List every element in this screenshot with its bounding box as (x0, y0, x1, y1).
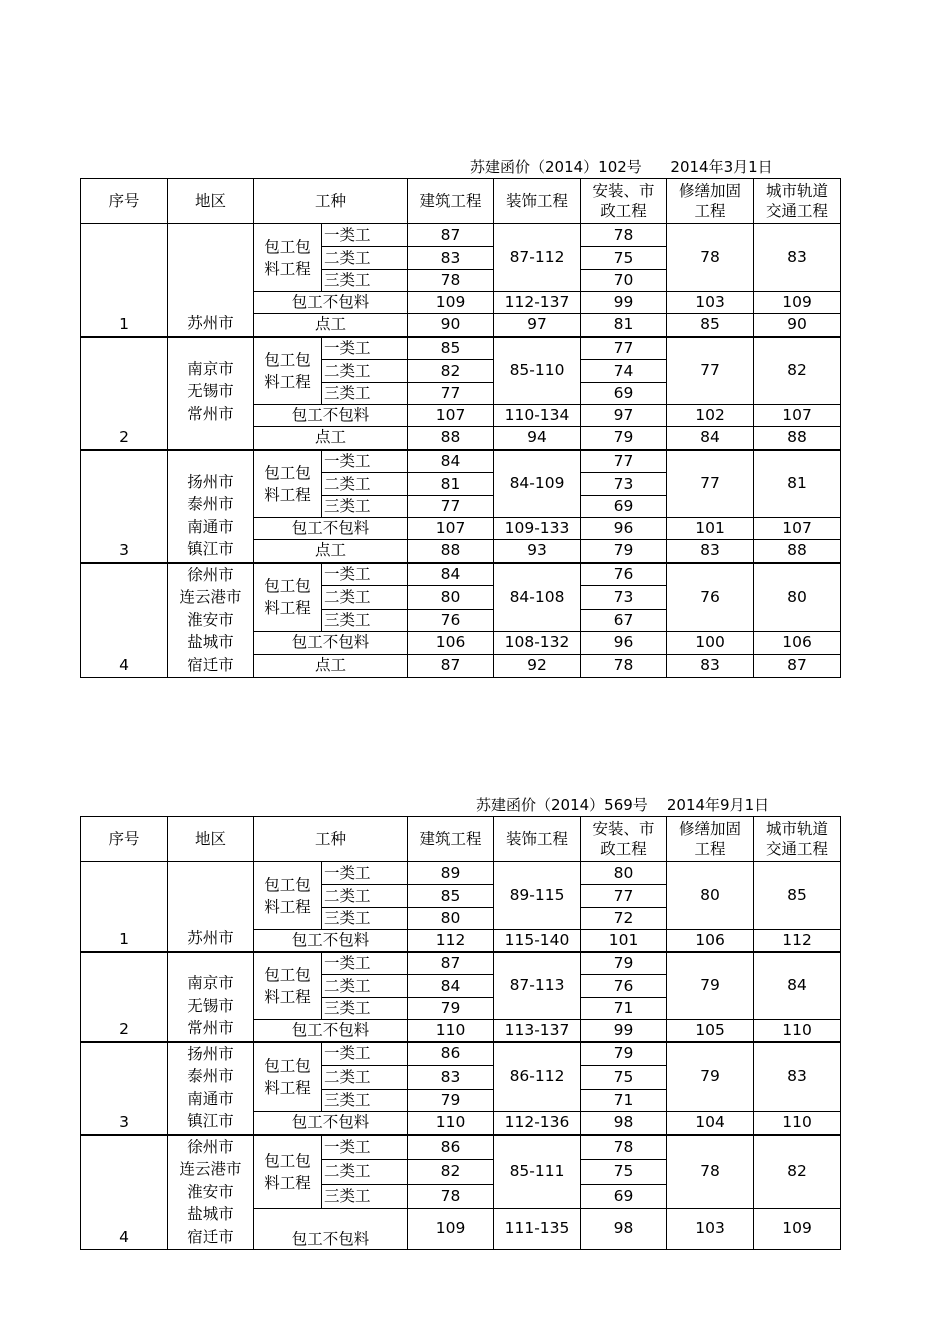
install-value: 69 (581, 383, 667, 405)
pkg-label: 包工包 料工程 (254, 952, 322, 1020)
install-value: 98 (581, 1208, 667, 1249)
building-value: 76 (408, 609, 494, 631)
pkg-label: 包工包 料工程 (254, 563, 322, 632)
labor-only-label: 包工不包料 (254, 632, 408, 654)
rail-value: 83 (754, 1042, 841, 1112)
building-value: 112 (408, 930, 494, 952)
header-work-type: 工种 (254, 817, 408, 862)
building-value: 109 (408, 1208, 494, 1249)
repair-value: 79 (667, 952, 754, 1020)
decoration-value: 87-113 (494, 952, 581, 1020)
building-value: 79 (408, 998, 494, 1020)
seq-cell: 4 (81, 1135, 168, 1250)
pkg-label: 包工包 料工程 (254, 337, 322, 405)
class-2-label: 二类工 (322, 1065, 408, 1089)
rail-value: 82 (754, 337, 841, 405)
rail-value: 110 (754, 1020, 841, 1042)
repair-value: 84 (667, 427, 754, 450)
building-value: 84 (408, 563, 494, 586)
repair-value: 83 (667, 540, 754, 563)
header-work-type: 工种 (254, 179, 408, 224)
install-value: 101 (581, 930, 667, 952)
header-building: 建筑工程 (408, 179, 494, 224)
table-row (81, 1042, 841, 1066)
labor-only-label: 包工不包料 (254, 1020, 408, 1042)
repair-value: 102 (667, 405, 754, 427)
decoration-value: 93 (494, 540, 581, 563)
install-value: 70 (581, 270, 667, 292)
class-3-label: 三类工 (322, 998, 408, 1020)
install-value: 79 (581, 1042, 667, 1066)
building-value: 89 (408, 862, 494, 885)
header-install: 安装、市 政工程 (581, 179, 667, 224)
seq-cell: 4 (81, 563, 168, 678)
table-row (81, 337, 841, 360)
class-1-label: 一类工 (322, 450, 408, 473)
header-building: 建筑工程 (408, 817, 494, 862)
repair-value: 103 (667, 292, 754, 314)
class-2-label: 二类工 (322, 586, 408, 609)
rail-value: 106 (754, 632, 841, 654)
building-value: 107 (408, 518, 494, 540)
repair-value: 80 (667, 862, 754, 930)
region-cell: 苏州市 (168, 862, 254, 952)
repair-value: 78 (667, 224, 754, 292)
install-value: 98 (581, 1112, 667, 1135)
point-work-label: 点工 (254, 427, 408, 450)
pkg-label: 包工包 料工程 (254, 1042, 322, 1112)
rail-value: 88 (754, 427, 841, 450)
decoration-value: 112-137 (494, 292, 581, 314)
building-value: 78 (408, 1184, 494, 1208)
header-row (81, 179, 841, 224)
decoration-value: 92 (494, 654, 581, 677)
header-repair: 修缮加固 工程 (667, 817, 754, 862)
repair-value: 79 (667, 1042, 754, 1112)
wage-table-2014-september (80, 816, 841, 1250)
class-1-label: 一类工 (322, 1042, 408, 1066)
labor-only-label: 包工不包料 (254, 292, 408, 314)
region-cell: 徐州市 连云港市 淮安市 盐城市 宿迁市 (168, 563, 254, 678)
class-3-label: 三类工 (322, 1089, 408, 1112)
pkg-label: 包工包 料工程 (254, 1135, 322, 1209)
table-1-caption: 苏建函价（2014）102号 2014年3月1日 (470, 158, 773, 176)
class-3-label: 三类工 (322, 383, 408, 405)
building-value: 81 (408, 473, 494, 496)
install-value: 75 (581, 1159, 667, 1184)
class-1-label: 一类工 (322, 862, 408, 885)
building-value: 83 (408, 247, 494, 270)
building-value: 85 (408, 337, 494, 360)
class-2-label: 二类工 (322, 247, 408, 270)
header-row (81, 817, 841, 862)
building-value: 80 (408, 586, 494, 609)
class-2-label: 二类工 (322, 360, 408, 383)
class-3-label: 三类工 (322, 908, 408, 930)
building-value: 107 (408, 405, 494, 427)
decoration-value: 108-132 (494, 632, 581, 654)
building-value: 80 (408, 908, 494, 930)
building-value: 82 (408, 360, 494, 383)
decoration-value: 89-115 (494, 862, 581, 930)
rail-value: 83 (754, 224, 841, 292)
header-region: 地区 (168, 817, 254, 862)
decoration-value: 84-109 (494, 450, 581, 518)
header-decoration: 装饰工程 (494, 817, 581, 862)
header-install: 安装、市 政工程 (581, 817, 667, 862)
labor-only-label: 包工不包料 (254, 518, 408, 540)
labor-only-label: 包工不包料 (254, 405, 408, 427)
labor-only-label: 包工不包料 (254, 930, 408, 952)
point-work-label: 点工 (254, 314, 408, 337)
building-value: 84 (408, 975, 494, 998)
repair-value: 78 (667, 1135, 754, 1209)
install-value: 79 (581, 540, 667, 563)
point-work-label: 点工 (254, 654, 408, 677)
decoration-value: 111-135 (494, 1208, 581, 1249)
region-cell: 苏州市 (168, 224, 254, 337)
building-value: 109 (408, 292, 494, 314)
labor-only-label: 包工不包料 (254, 1208, 408, 1249)
repair-value: 101 (667, 518, 754, 540)
building-value: 85 (408, 885, 494, 908)
decoration-value: 113-137 (494, 1020, 581, 1042)
class-3-label: 三类工 (322, 609, 408, 631)
install-value: 81 (581, 314, 667, 337)
install-value: 77 (581, 885, 667, 908)
building-value: 90 (408, 314, 494, 337)
point-work-label: 点工 (254, 540, 408, 563)
install-value: 69 (581, 496, 667, 518)
decoration-value: 110-134 (494, 405, 581, 427)
building-value: 88 (408, 540, 494, 563)
wage-table-2014-march (80, 178, 841, 678)
repair-value: 106 (667, 930, 754, 952)
building-value: 87 (408, 654, 494, 677)
repair-value: 83 (667, 654, 754, 677)
seq-cell: 1 (81, 862, 168, 952)
decoration-value: 85-110 (494, 337, 581, 405)
install-value: 99 (581, 1020, 667, 1042)
decoration-value: 112-136 (494, 1112, 581, 1135)
header-seq: 序号 (81, 817, 168, 862)
rail-value: 90 (754, 314, 841, 337)
building-value: 86 (408, 1042, 494, 1066)
header-decoration: 装饰工程 (494, 179, 581, 224)
rail-value: 110 (754, 1112, 841, 1135)
install-value: 73 (581, 586, 667, 609)
table-row (81, 450, 841, 473)
decoration-value: 86-112 (494, 1042, 581, 1112)
repair-value: 77 (667, 337, 754, 405)
building-value: 87 (408, 224, 494, 247)
pkg-label: 包工包 料工程 (254, 224, 322, 292)
seq-cell: 3 (81, 450, 168, 563)
region-cell: 扬州市 泰州市 南通市 镇江市 (168, 1042, 254, 1135)
region-cell: 扬州市 泰州市 南通市 镇江市 (168, 450, 254, 563)
rail-value: 87 (754, 654, 841, 677)
install-value: 67 (581, 609, 667, 631)
table-2-caption: 苏建函价（2014）569号 2014年9月1日 (476, 796, 770, 814)
rail-value: 109 (754, 1208, 841, 1249)
rail-value: 112 (754, 930, 841, 952)
install-value: 78 (581, 654, 667, 677)
class-2-label: 二类工 (322, 1159, 408, 1184)
building-value: 84 (408, 450, 494, 473)
rail-value: 107 (754, 405, 841, 427)
rail-value: 80 (754, 563, 841, 632)
class-2-label: 二类工 (322, 975, 408, 998)
class-3-label: 三类工 (322, 496, 408, 518)
class-1-label: 一类工 (322, 224, 408, 247)
install-value: 72 (581, 908, 667, 930)
table-row (81, 952, 841, 975)
repair-value: 103 (667, 1208, 754, 1249)
install-value: 73 (581, 473, 667, 496)
building-value: 77 (408, 383, 494, 405)
building-value: 87 (408, 952, 494, 975)
repair-value: 85 (667, 314, 754, 337)
class-1-label: 一类工 (322, 1135, 408, 1160)
repair-value: 100 (667, 632, 754, 654)
class-1-label: 一类工 (322, 337, 408, 360)
building-value: 79 (408, 1089, 494, 1112)
building-value: 106 (408, 632, 494, 654)
seq-cell: 1 (81, 224, 168, 337)
rail-value: 84 (754, 952, 841, 1020)
install-value: 75 (581, 1065, 667, 1089)
table-row (81, 862, 841, 885)
install-value: 79 (581, 427, 667, 450)
class-1-label: 一类工 (322, 563, 408, 586)
building-value: 110 (408, 1112, 494, 1135)
table-row (81, 1135, 841, 1160)
header-repair: 修缮加固 工程 (667, 179, 754, 224)
install-value: 71 (581, 998, 667, 1020)
class-2-label: 二类工 (322, 473, 408, 496)
install-value: 71 (581, 1089, 667, 1112)
install-value: 77 (581, 337, 667, 360)
decoration-value: 94 (494, 427, 581, 450)
rail-value: 88 (754, 540, 841, 563)
install-value: 76 (581, 975, 667, 998)
region-cell: 徐州市 连云港市 淮安市 盐城市 宿迁市 (168, 1135, 254, 1250)
building-value: 110 (408, 1020, 494, 1042)
decoration-value: 97 (494, 314, 581, 337)
class-2-label: 二类工 (322, 885, 408, 908)
class-1-label: 一类工 (322, 952, 408, 975)
header-rail: 城市轨道 交通工程 (754, 179, 841, 224)
decoration-value: 115-140 (494, 930, 581, 952)
building-value: 83 (408, 1065, 494, 1089)
building-value: 78 (408, 270, 494, 292)
table-row (81, 563, 841, 586)
rail-value: 82 (754, 1135, 841, 1209)
install-value: 79 (581, 952, 667, 975)
header-rail: 城市轨道 交通工程 (754, 817, 841, 862)
decoration-value: 87-112 (494, 224, 581, 292)
install-value: 96 (581, 518, 667, 540)
repair-value: 76 (667, 563, 754, 632)
region-cell: 南京市 无锡市 常州市 (168, 337, 254, 450)
install-value: 74 (581, 360, 667, 383)
seq-cell: 3 (81, 1042, 168, 1135)
seq-cell: 2 (81, 337, 168, 450)
seq-cell: 2 (81, 952, 168, 1042)
repair-value: 77 (667, 450, 754, 518)
rail-value: 109 (754, 292, 841, 314)
building-value: 86 (408, 1135, 494, 1160)
install-value: 96 (581, 632, 667, 654)
install-value: 80 (581, 862, 667, 885)
repair-value: 104 (667, 1112, 754, 1135)
rail-value: 107 (754, 518, 841, 540)
install-value: 69 (581, 1184, 667, 1208)
pkg-label: 包工包 料工程 (254, 450, 322, 518)
repair-value: 105 (667, 1020, 754, 1042)
building-value: 88 (408, 427, 494, 450)
install-value: 77 (581, 450, 667, 473)
install-value: 75 (581, 247, 667, 270)
rail-value: 81 (754, 450, 841, 518)
install-value: 78 (581, 1135, 667, 1160)
rail-value: 85 (754, 862, 841, 930)
building-value: 77 (408, 496, 494, 518)
class-3-label: 三类工 (322, 270, 408, 292)
header-region: 地区 (168, 179, 254, 224)
install-value: 99 (581, 292, 667, 314)
install-value: 78 (581, 224, 667, 247)
decoration-value: 85-111 (494, 1135, 581, 1209)
building-value: 82 (408, 1159, 494, 1184)
pkg-label: 包工包 料工程 (254, 862, 322, 930)
region-cell: 南京市 无锡市 常州市 (168, 952, 254, 1042)
header-seq: 序号 (81, 179, 168, 224)
table-row (81, 224, 841, 247)
class-3-label: 三类工 (322, 1184, 408, 1208)
decoration-value: 109-133 (494, 518, 581, 540)
labor-only-label: 包工不包料 (254, 1112, 408, 1135)
install-value: 76 (581, 563, 667, 586)
install-value: 97 (581, 405, 667, 427)
decoration-value: 84-108 (494, 563, 581, 632)
